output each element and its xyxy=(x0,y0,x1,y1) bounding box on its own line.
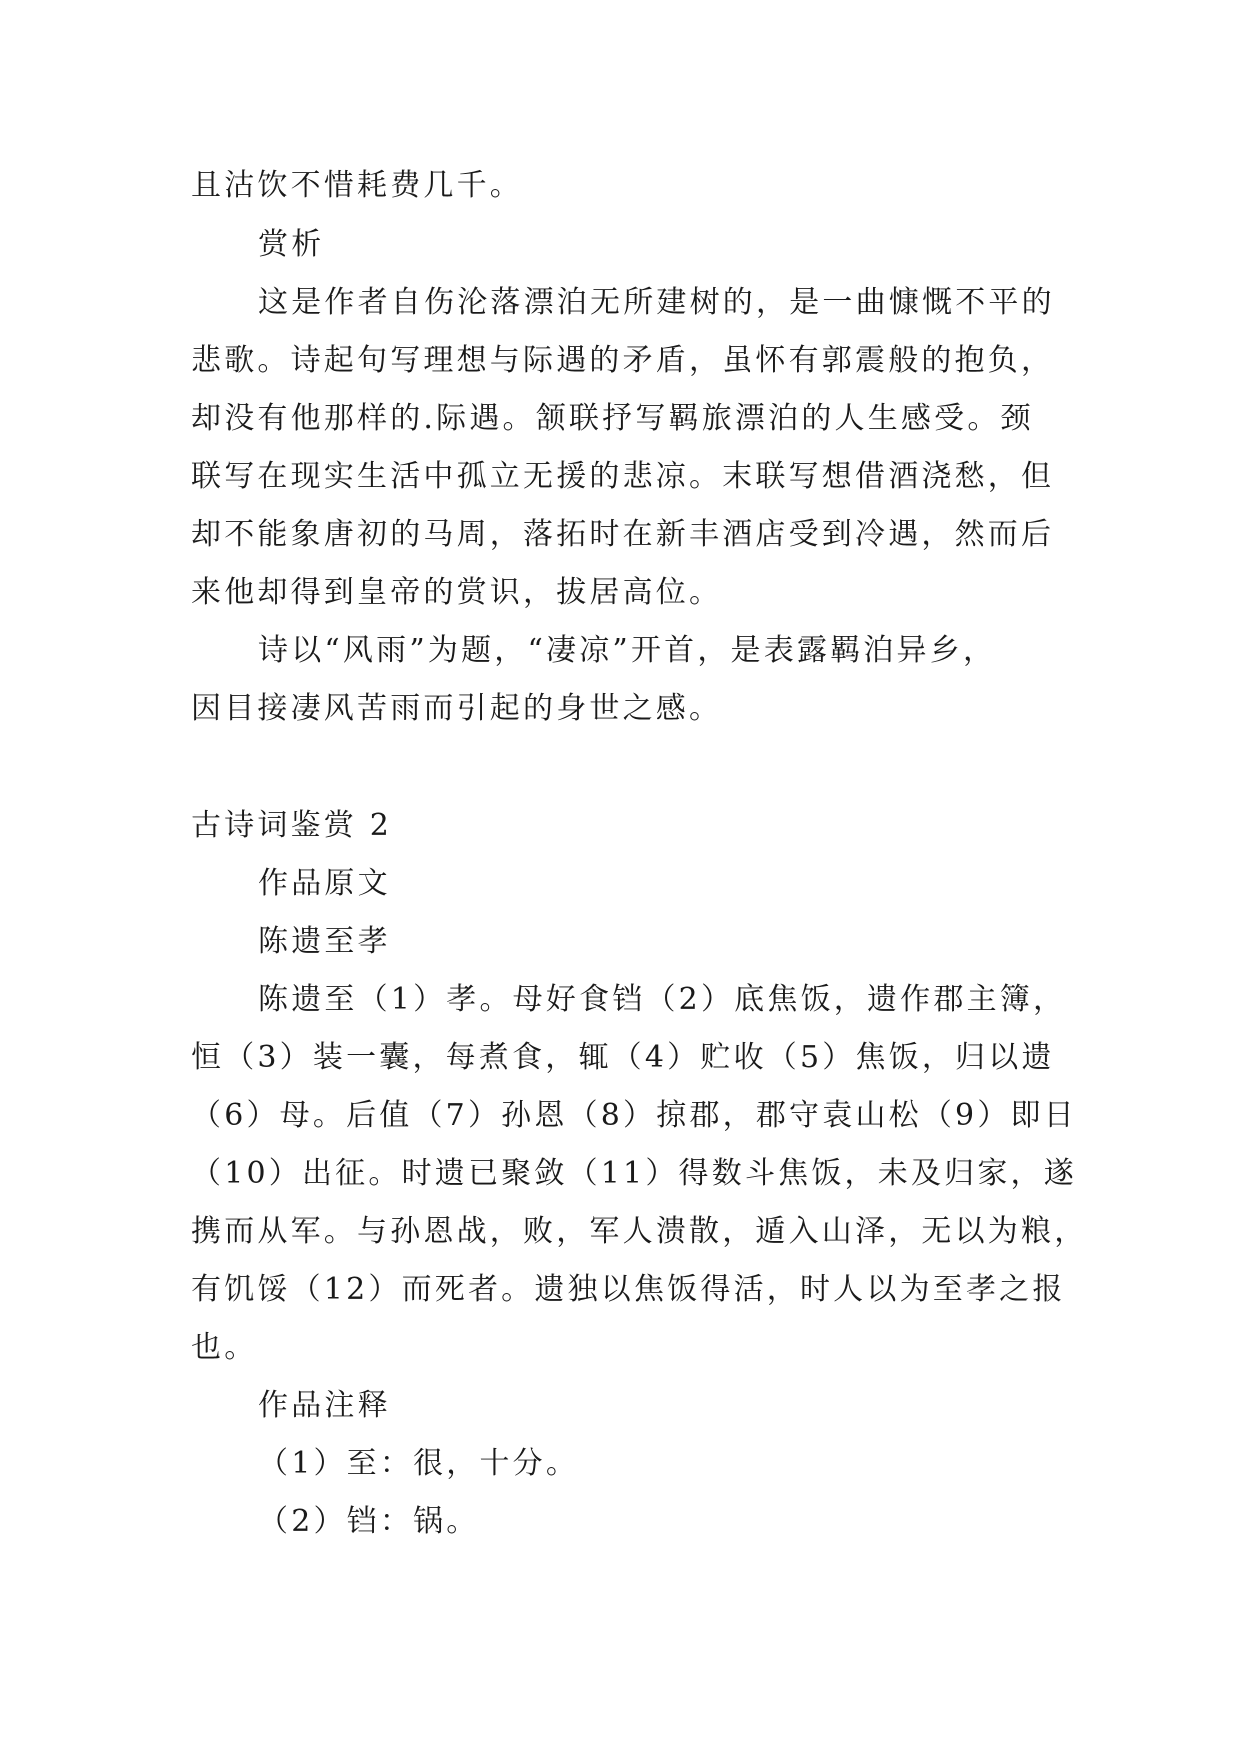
section-heading: 作品注释 xyxy=(258,1388,391,1423)
section-heading: 赏析 xyxy=(258,227,325,262)
paragraph-line: 有饥馁（12）而死者。遗独以焦饭得活，时人以为至孝之报 xyxy=(191,1272,1066,1307)
paragraph-line: 来他却得到皇帝的赏识，拔居高位。 xyxy=(191,575,723,610)
paragraph-line: 却不能象唐初的马周，落拓时在新丰酒店受到冷遇，然而后 xyxy=(191,517,1055,552)
paragraph-line: 因目接凄风苦雨而引起的身世之感。 xyxy=(191,691,723,726)
annotation-line: （1）至：很，十分。 xyxy=(258,1446,580,1481)
paragraph-line: 却没有他那样的.际遇。颔联抒写羁旅漂泊的人生感受。颈 xyxy=(191,401,1034,436)
paragraph-line: 携而从军。与孙恩战，败，军人溃散，遁入山泽，无以为粮， xyxy=(191,1214,1088,1249)
paragraph-line: 也。 xyxy=(191,1330,258,1365)
paragraph-line: 且沽饮不惜耗费几千。 xyxy=(191,168,523,203)
paragraph-line: 悲歌。诗起句写理想与际遇的矛盾，虽怀有郭震般的抱负， xyxy=(191,343,1055,378)
annotation-line: （2）铛：锅。 xyxy=(258,1504,480,1539)
paragraph-line: （10）出征。时遗已聚敛（11）得数斗焦饭，未及归家，遂 xyxy=(191,1156,1077,1191)
paragraph-line: 恒（3）装一囊，每煮食，辄（4）贮收（5）焦饭，归以遗 xyxy=(191,1040,1055,1075)
paragraph-line: （6）母。后值（7）孙恩（8）掠郡，郡守袁山松（9）即日 xyxy=(191,1098,1077,1133)
poem-title: 陈遗至孝 xyxy=(258,924,391,959)
section-heading: 作品原文 xyxy=(258,866,391,901)
paragraph-line: 联写在现实生活中孤立无援的悲凉。末联写想借酒浇愁，但 xyxy=(191,459,1055,494)
article-title: 古诗词鉴赏 2 xyxy=(191,808,393,843)
paragraph-line: 陈遗至（1）孝。母好食铛（2）底焦饭，遗作郡主簿， xyxy=(258,982,1067,1017)
paragraph-line: 诗以“风雨”为题，“凄凉”开首，是表露羁泊异乡， xyxy=(258,633,997,668)
paragraph-line: 这是作者自伤沦落漂泊无所建树的，是一曲慷慨不平的 xyxy=(258,285,1055,320)
